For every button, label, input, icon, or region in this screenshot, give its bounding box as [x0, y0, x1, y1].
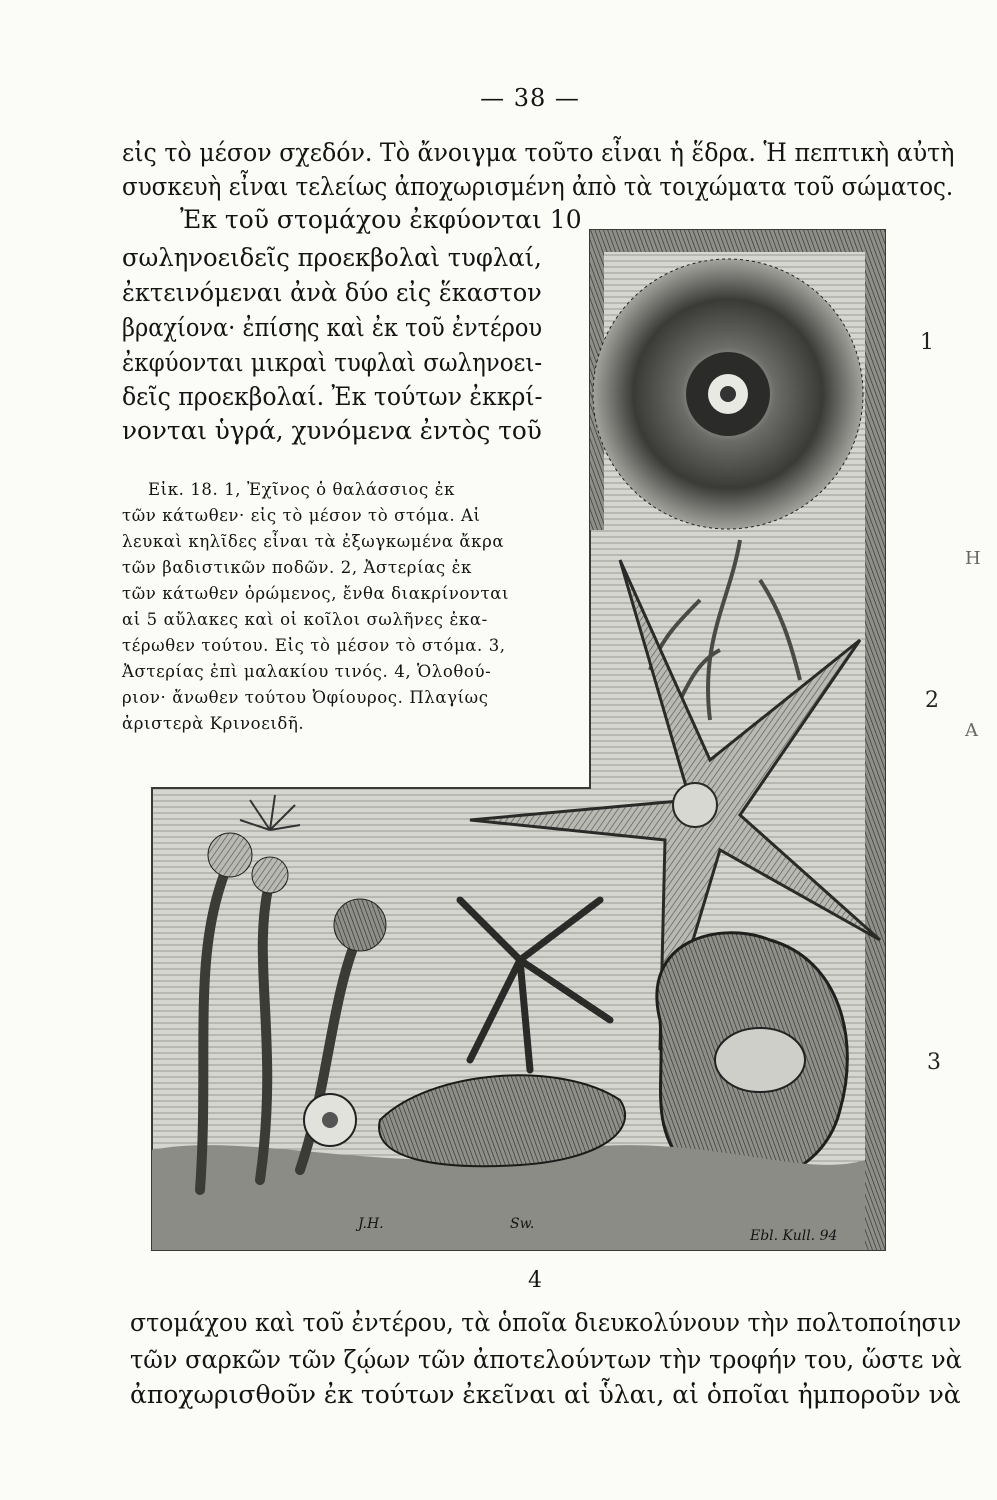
column-line: βραχίονα· ἐπίσης καὶ ἐκ τοῦ ἐντέρου	[122, 313, 543, 342]
plate-number: 3	[927, 1050, 941, 1075]
margin-fragment: Α	[965, 720, 979, 741]
column-line: Ἐκ τοῦ στομάχου ἐκφύονται 10	[180, 205, 582, 234]
caption-line: αἱ 5 αὔλακες καὶ οἱ κοῖλοι σωλῆνες ἑκα-	[122, 610, 488, 629]
caption-line: τῶν κάτωθεν ὁρώμενος, ἔνθα διακρίνονται	[122, 584, 510, 603]
column-line: νονται ὑγρά, χυνόμενα ἐντὸς τοῦ	[122, 416, 542, 445]
caption-line: ριον· ἄνωθεν τούτου Ὀφίουρος. Πλαγίως	[122, 688, 489, 707]
body-line: στομάχου καὶ τοῦ ἐντέρου, τὰ ὁποῖα διευκολύνουν τὴν πολτοποίησιν	[130, 1308, 962, 1337]
margin-fragment: Η	[965, 548, 982, 569]
engraver-mark: Ebl. Kull. 94	[750, 1228, 838, 1244]
plate-number: 1	[920, 330, 934, 355]
body-line: ἀποχωρισθοῦν ἐκ τούτων ἐκεῖναι αἱ ὗλαι, αἱ ὁποῖαι ἠμποροῦν νὰ	[130, 1380, 961, 1409]
plate-number: 2	[925, 688, 939, 713]
column-line: σωληνοειδεῖς προεκβολαὶ τυφλαί,	[122, 243, 542, 272]
caption-line: τέρωθεν τούτου. Εἰς τὸ μέσον τὸ στόμα. 3,	[122, 636, 506, 655]
caption-line: Εἰκ. 18. 1, Ἐχῖνος ὁ θαλάσσιος ἐκ	[148, 480, 456, 499]
column-line: δεῖς προεκβολαί. Ἐκ τούτων ἐκκρί-	[122, 382, 543, 411]
engraver-mark: J.H.	[358, 1216, 384, 1232]
body-line: εἰς τὸ μέσον σχεδόν. Τὸ ἄνοιγμα τοῦτο εἶναι ἡ ἕδρα. Ἡ πεπτικὴ αὐτὴ	[122, 138, 955, 167]
engraver-mark: Sw.	[510, 1216, 535, 1232]
column-line: ἐκφύονται μικραὶ τυφλαὶ σωληνοει-	[122, 348, 543, 377]
body-line: συσκευὴ εἶναι τελείως ἀποχωρισμένη ἀπὸ τὰ τοιχώματα τοῦ σώματος.	[122, 172, 954, 201]
mollusc-figure	[657, 933, 847, 1183]
column-line: ἐκτεινόμεναι ἀνὰ δύο εἰς ἕκαστον	[122, 278, 542, 307]
page-number: — 38 —	[480, 84, 580, 112]
body-line: τῶν σαρκῶν τῶν ζῴων τῶν ἀποτελούντων τὴν τροφήν του, ὥστε νὰ	[130, 1345, 962, 1374]
caption-line: ἀριστερὰ Κρινοειδῆ.	[122, 714, 305, 733]
caption-line: Ἀστερίας ἐπὶ μαλακίου τινός. 4, Ὁλοθού-	[122, 662, 492, 681]
figure-label: 4	[528, 1268, 542, 1293]
caption-line: τῶν βαδιστικῶν ποδῶν. 2, Ἀστερίας ἐκ	[122, 558, 472, 577]
sea-urchin-figure	[593, 259, 863, 529]
caption-line: τῶν κάτωθεν· εἰς τὸ μέσον τὸ στόμα. Αἱ	[122, 506, 481, 525]
caption-line: λευκαὶ κηλῖδες εἶναι τὰ ἐξωγκωμένα ἄκρα	[122, 532, 505, 551]
